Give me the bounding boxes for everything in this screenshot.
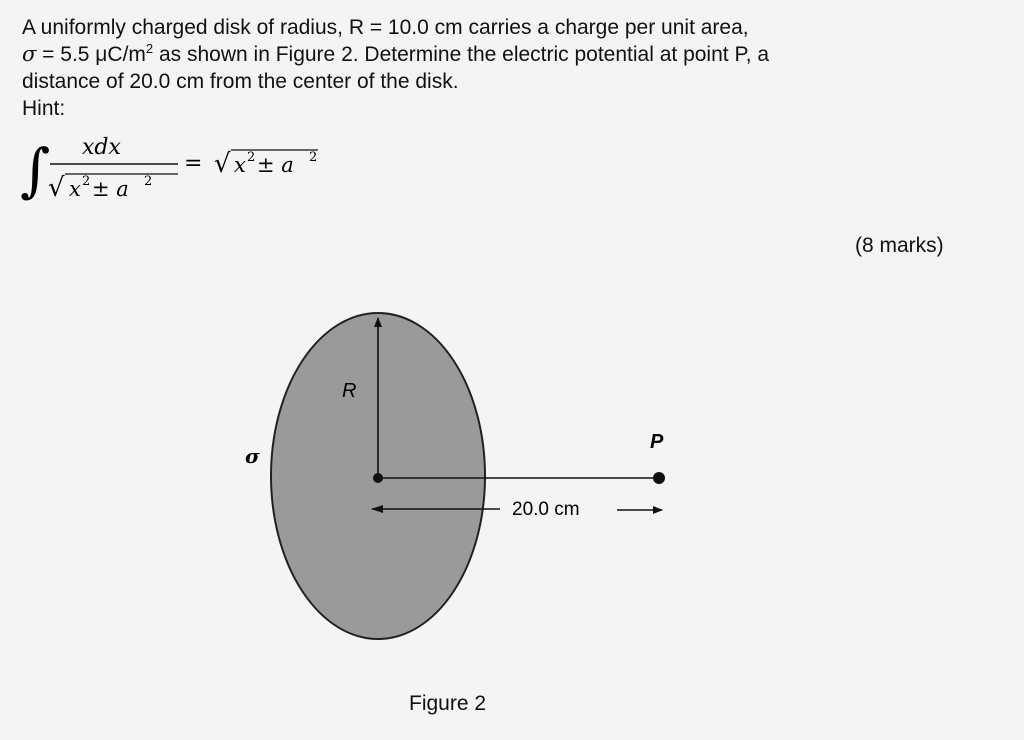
rhs-x: x (234, 153, 246, 177)
rhs-exp: 2 (247, 150, 256, 165)
sigma-symbol: σ (22, 42, 37, 66)
question-line-1: A uniformly charged disk of radius, R = 10.0 cm carries a charge per unit area, (22, 16, 749, 39)
denominator-root-icon: √ (48, 173, 65, 203)
point-p-label: P (650, 431, 664, 453)
numerator: xdx (82, 135, 121, 160)
equals-sign: = (184, 151, 203, 176)
distance-label: 20.0 cm (512, 499, 580, 520)
question-line-2-tail: as shown in Figure 2. Determine the electric potential at point P, a (153, 43, 770, 66)
radius-label: R (342, 380, 357, 402)
rhs-op: ± a (257, 153, 294, 177)
marks-label: (8 marks) (855, 234, 944, 257)
hint-label: Hint: (22, 97, 66, 120)
rhs-root-icon: √ (214, 149, 231, 179)
charge-density-value: = 5.5 μC/m (36, 43, 146, 66)
sigma-label: σ (245, 444, 260, 468)
integral-sign: ∫ (20, 136, 51, 204)
figure-caption: Figure 2 (409, 692, 487, 715)
denominator-exp-2: 2 (144, 174, 153, 189)
rhs-exp-2: 2 (309, 150, 318, 165)
unit-exponent: 2 (145, 41, 154, 56)
point-p-dot (653, 472, 665, 484)
denominator-op: ± a (92, 177, 129, 201)
denominator-x: x (69, 177, 81, 201)
question-line-3: distance of 20.0 cm from the center of the disk. (22, 70, 459, 93)
denominator-exp: 2 (82, 174, 91, 189)
